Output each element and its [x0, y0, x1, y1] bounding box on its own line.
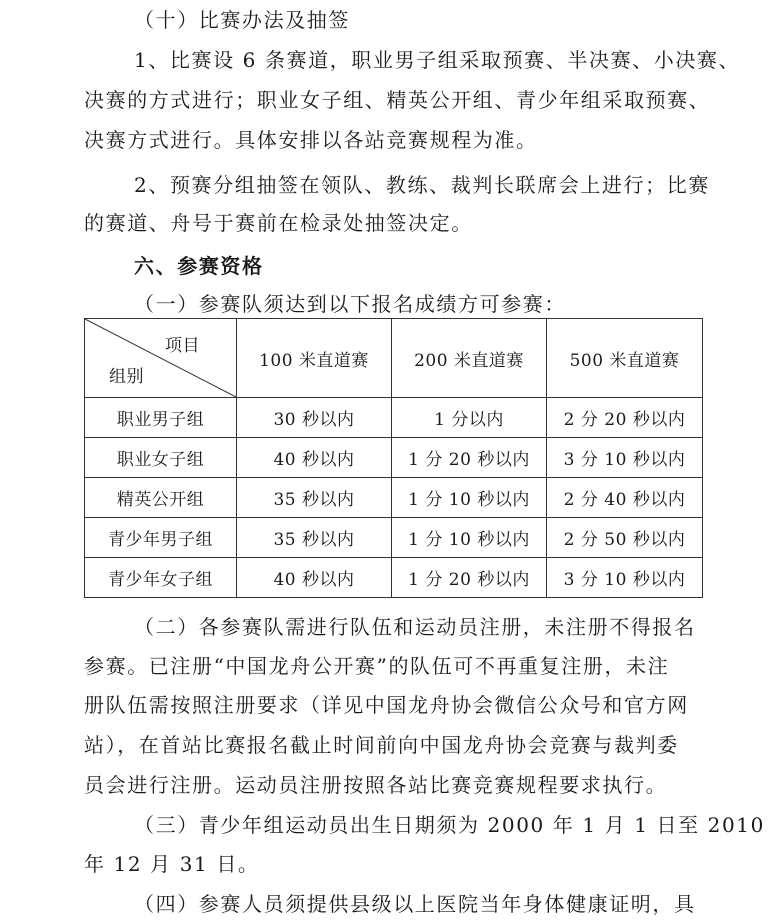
paragraph-line: （四）参赛人员须提供县级以上医院当年身体健康证明，具: [134, 892, 696, 916]
paragraph-line: 决赛的方式进行；职业女子组、精英公开组、青少年组采取预赛、: [84, 88, 711, 112]
corner-group-label: 组别: [109, 367, 144, 387]
table-row: [85, 478, 703, 518]
table-row: [85, 438, 703, 478]
value-cell: 30 秒以内: [237, 398, 392, 438]
paragraph-line: 册队伍需按照注册要求（详见中国龙舟协会微信公众号和官方网: [84, 693, 689, 717]
paragraph-line: 的赛道、舟号于赛前在检录处抽签决定。: [84, 211, 473, 235]
group-cell: 职业女子组: [85, 438, 237, 478]
paragraph-line: 1、比赛设 6 条赛道，职业男子组采取预赛、半决赛、小决赛、: [134, 48, 741, 72]
group-cell: 青少年女子组: [85, 558, 237, 598]
paragraph-line: 年 12 月 31 日。: [84, 852, 260, 876]
value-cell: 35 秒以内: [237, 478, 392, 518]
paragraph-line: 员会进行注册。运动员注册按照各站比赛竞赛规程要求执行。: [84, 773, 668, 797]
value-cell: 1 分 20 秒以内: [392, 558, 547, 598]
table-row: [85, 518, 703, 558]
subsection-1-heading: （一）参赛队须达到以下报名成绩方可参赛：: [134, 292, 566, 316]
value-cell: 1 分以内: [392, 398, 547, 438]
section-10-heading: （十）比赛办法及抽签: [134, 8, 350, 32]
paragraph-line: （三）青少年组运动员出生日期须为 2000 年 1 月 1 日至 2010: [134, 813, 765, 837]
section-6-heading: 六、参赛资格: [134, 254, 264, 278]
value-cell: 2 分 20 秒以内: [547, 398, 703, 438]
value-cell: 1 分 10 秒以内: [392, 478, 547, 518]
paragraph-line: 2、预赛分组抽签在领队、教练、裁判长联席会上进行；比赛: [134, 173, 710, 197]
corner-item-label: 项目: [165, 336, 200, 356]
column-header: 100 米直道赛: [237, 319, 392, 398]
value-cell: 1 分 20 秒以内: [392, 438, 547, 478]
table-corner-cell: [85, 319, 237, 398]
value-cell: 40 秒以内: [237, 558, 392, 598]
group-cell: 职业男子组: [85, 398, 237, 438]
paragraph-line: （二）各参赛队需进行队伍和运动员注册，未注册不得报名: [134, 615, 696, 639]
value-cell: 35 秒以内: [237, 518, 392, 558]
value-cell: 40 秒以内: [237, 438, 392, 478]
group-cell: 精英公开组: [85, 478, 237, 518]
table-row: [85, 558, 703, 598]
column-header: 500 米直道赛: [547, 319, 703, 398]
value-cell: 3 分 10 秒以内: [547, 438, 703, 478]
value-cell: 1 分 10 秒以内: [392, 518, 547, 558]
qualification-table: [84, 318, 703, 598]
paragraph-line: 决赛方式进行。具体安排以各站竞赛规程为准。: [84, 128, 538, 152]
group-cell: 青少年男子组: [85, 518, 237, 558]
paragraph-line: 参赛。已注册“中国龙舟公开赛”的队伍可不再重复注册，未注: [84, 654, 670, 678]
value-cell: 2 分 40 秒以内: [547, 478, 703, 518]
diagonal-line: [85, 319, 236, 397]
paragraph-line: 站），在首站比赛报名截止时间前向中国龙舟协会竞赛与裁判委: [84, 733, 679, 757]
value-cell: 2 分 50 秒以内: [547, 518, 703, 558]
table-row: [85, 398, 703, 438]
value-cell: 3 分 10 秒以内: [547, 558, 703, 598]
column-header: 200 米直道赛: [392, 319, 547, 398]
table-header-row: [85, 319, 703, 398]
